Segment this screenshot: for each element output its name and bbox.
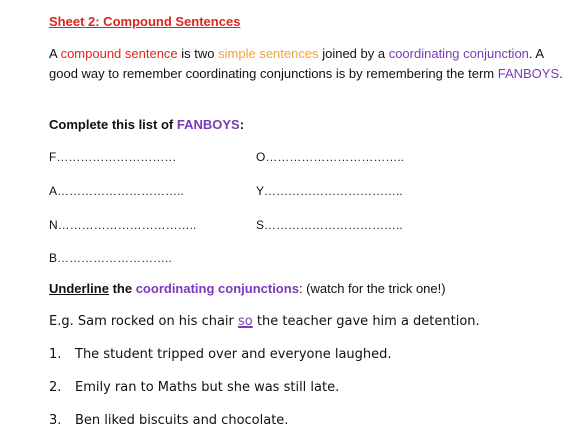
blank-n[interactable] [49,218,196,232]
blank-a[interactable] [49,184,184,198]
blank-dots: ………………………….. [57,184,184,198]
example-before: E.g. Sam rocked on his chair [49,314,239,329]
instr-coordinating-conjunctions: coordinating conjunctions [135,281,299,296]
example-sentence [49,314,480,329]
sentence-number: 3. [49,413,62,428]
intro-text-2: is two [177,46,219,61]
sentence-text: Ben liked biscuits and chocolate. [75,413,289,428]
blank-dots: ………………………… [56,150,177,164]
blank-dots: ……………………….. [57,251,172,265]
blank-dots: …………………………….. [57,218,197,232]
term-simple-sentences: simple sentences [218,46,319,61]
term-coordinating-conjunction: coordinating conjunction [388,46,529,61]
intro-text-3: joined by a [318,46,389,61]
instr-the: the [108,281,136,296]
page-title: Sheet 2: Compound Sentences [49,14,241,29]
blank-letter: Y [256,184,265,198]
sentence-text: The student tripped over and everyone laughed. [75,347,392,362]
blank-letter: F [49,150,57,164]
sentence-2[interactable] [49,380,339,395]
example-conjunction: so [238,314,253,329]
blank-y[interactable] [256,184,403,198]
blank-letter: A [49,184,58,198]
complete-text: Complete this list of [49,117,177,132]
underline-instruction [49,281,446,296]
sentence-3[interactable] [49,413,288,428]
intro-text-1: A [49,46,61,61]
intro-text-4: . A good way to remember coordinating conjunctions is by remembering the term [49,46,544,81]
blank-dots: …………………………….. [265,150,405,164]
blank-dots: …………………………….. [264,218,403,232]
blank-letter: O [256,150,266,164]
instr-underline: Underline [49,281,109,296]
intro-paragraph [49,44,569,84]
complete-colon: : [239,117,245,132]
complete-fanboys: FANBOYS [176,117,240,132]
blank-letter: B [49,251,58,265]
blank-b[interactable] [49,251,172,265]
term-compound-sentence: compound sentence [60,46,178,61]
sentence-text: Emily ran to Maths but she was still late. [75,380,340,395]
intro-text-5: . [559,66,563,81]
instr-rest: : (watch for the trick one!) [298,281,446,296]
blank-letter: S [256,218,265,232]
example-after: the teacher gave him a detention. [252,314,480,329]
sentence-1[interactable] [49,347,392,362]
blank-o[interactable] [256,150,404,164]
blank-f[interactable] [49,150,176,164]
sentence-number: 1. [49,347,62,362]
complete-instruction [49,117,244,132]
term-fanboys: FANBOYS [497,66,560,81]
blank-s[interactable] [256,218,403,232]
blank-letter: N [49,218,58,232]
sentence-number: 2. [49,380,62,395]
blank-dots: …………………………….. [264,184,403,198]
